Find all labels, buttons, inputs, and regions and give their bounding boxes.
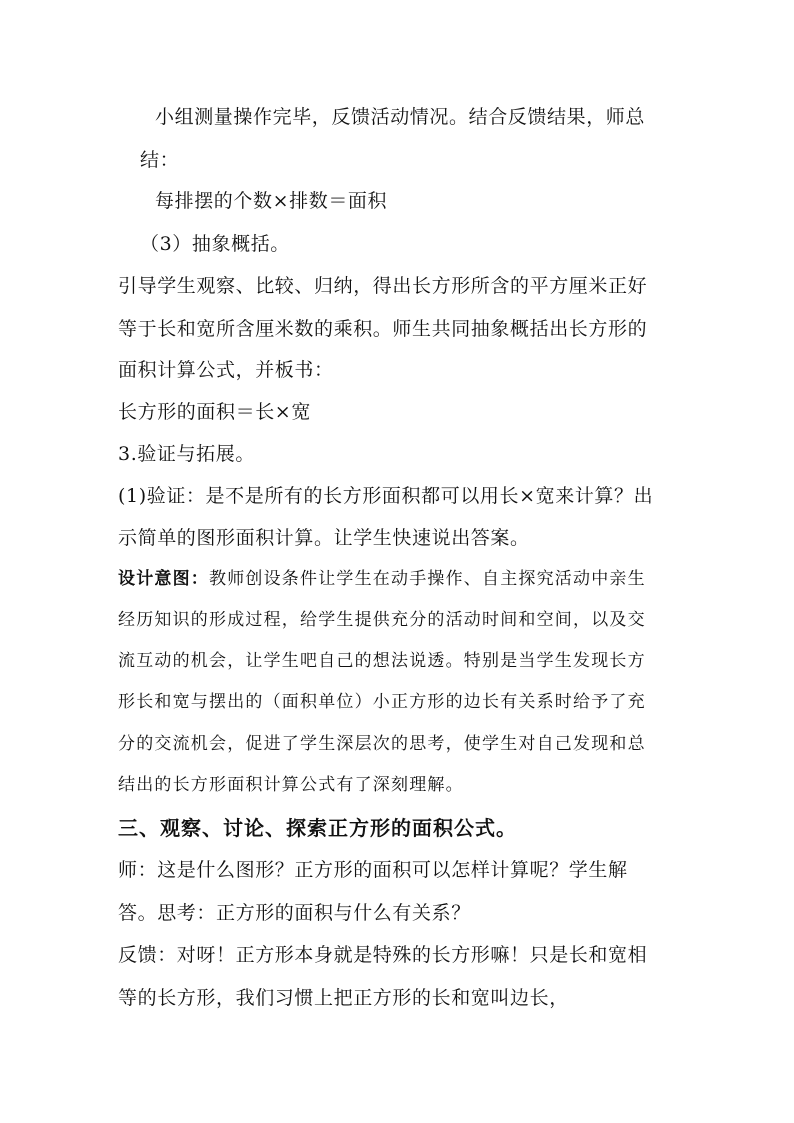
paragraph-line: 面积计算公式，并板书： — [118, 359, 334, 381]
design-intent-line: 流互动的机会，让学生吧自己的想法说透。特别是当学生发现长方 — [118, 651, 646, 671]
design-intent-text: 教师创设条件让学生在动手操作、自主探究活动中亲生 — [209, 569, 646, 589]
design-intent-line — [118, 567, 646, 591]
paragraph-line: (1)验证：是不是所有的长方形面积都可以用长×宽来计算？出 — [118, 485, 654, 507]
paragraph-line: 师：这是什么图形？正方形的面积可以怎样计算呢？学生解 — [118, 859, 628, 881]
design-intent-label: 设计意图： — [118, 569, 209, 589]
paragraph-line: 示简单的图形面积计算。让学生快速说出答案。 — [118, 527, 530, 549]
paragraph-line: 等的长方形，我们习惯上把正方形的长和宽叫边长， — [118, 987, 569, 1009]
formula-line: 长方形的面积＝长×宽 — [118, 401, 311, 423]
design-intent-line: 经历知识的形成过程，给学生提供充分的活动时间和空间，以及交 — [118, 610, 646, 630]
paragraph-line: 结： — [140, 149, 180, 171]
design-intent-line: 形长和宽与摆出的（面积单位）小正方形的边长有关系时给予了充 — [118, 692, 646, 712]
paragraph-line: 等于长和宽所含厘米数的乘积。师生共同抽象概括出长方形的 — [118, 318, 648, 340]
step-heading: （3）抽象概括。 — [140, 233, 290, 255]
section-heading: 三、观察、讨论、探索正方形的面积公式。 — [118, 816, 517, 840]
paragraph-line: 答。思考：正方形的面积与什么有关系？ — [118, 902, 471, 924]
design-intent-line: 结出的长方形面积计算公式有了深刻理解。 — [118, 775, 464, 795]
paragraph-line: 引导学生观察、比较、归纳，得出长方形所含的平方厘米正好 — [118, 275, 648, 297]
design-intent-line: 分的交流机会，促进了学生深层次的思考，使学生对自己发现和总 — [118, 734, 646, 754]
section-heading: 3.验证与拓展。 — [118, 443, 255, 465]
paragraph-line: 小组测量操作完毕，反馈活动情况。结合反馈结果，师总 — [155, 106, 646, 128]
paragraph-line: 反馈：对呀！正方形本身就是特殊的长方形嘛！只是长和宽相 — [118, 944, 648, 966]
formula-line: 每排摆的个数×排数＝面积 — [155, 190, 388, 212]
